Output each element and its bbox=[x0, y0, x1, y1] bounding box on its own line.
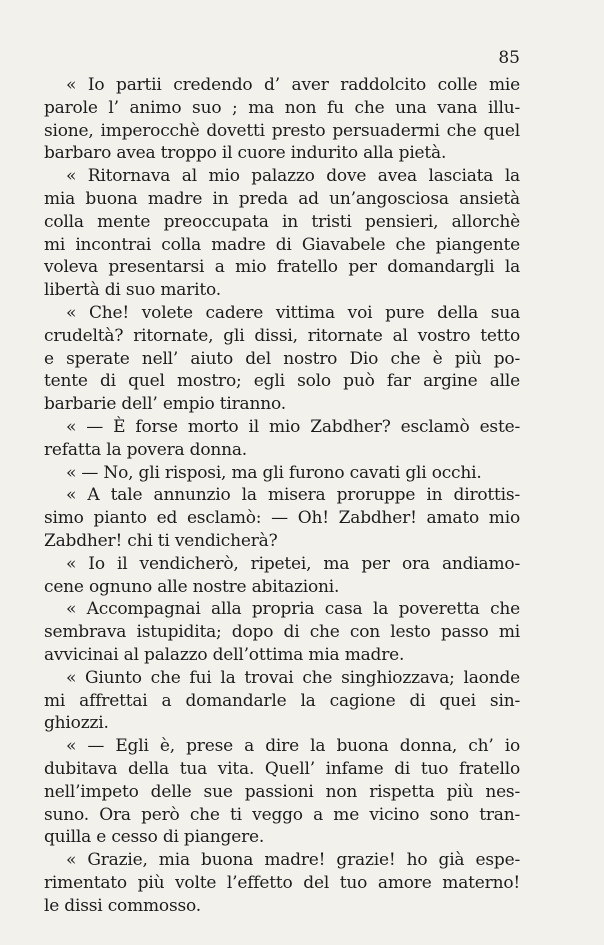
text-line: ghiozzi. bbox=[44, 713, 109, 734]
text-line: mi affrettai a domandarle la cagione di quei sin- bbox=[44, 690, 520, 711]
text-line: avvicinai al palazzo dell’ottima mia madre. bbox=[44, 644, 405, 665]
text-line: « — Egli è, prese a dire la buona donna, ch’ io bbox=[66, 736, 520, 757]
text-line: mia buona madre in preda ad un’angosciosa ansietà bbox=[44, 188, 520, 209]
text-line: barbaro avea troppo il cuore indurito alla pietà. bbox=[44, 143, 447, 164]
text-line: dubitava della tua vita. Quell’ infame di tuo fratello bbox=[44, 758, 520, 779]
text-line: simo pianto ed esclamò: — Oh! Zabdher! amato mio bbox=[44, 508, 520, 529]
text-line: « Accompagnai alla propria casa la poveretta che bbox=[66, 599, 520, 620]
text-line: « Io il vendicherò, ripetei, ma per ora andiamo- bbox=[66, 553, 520, 574]
text-line: sione, imperocchè dovetti presto persuadermi che quel bbox=[44, 120, 520, 141]
text-line: cene ognuno alle nostre abitazioni. bbox=[44, 576, 340, 597]
text-line: « — No, gli risposi, ma gli furono cavati gli occhi. bbox=[66, 462, 482, 483]
text-line: mi incontrai colla madre di Giavabele che piangente bbox=[44, 234, 520, 255]
text-line: nell’impeto delle sue passioni non rispetta più nes- bbox=[44, 781, 520, 802]
text-line: voleva presentarsi a mio fratello per domandargli la bbox=[44, 257, 520, 278]
text-line: crudeltà? ritornate, gli dissi, ritornate al vostro tetto bbox=[44, 325, 520, 346]
text-line: « — È forse morto il mio Zabdher? esclamò este- bbox=[66, 416, 520, 437]
text-line: « Io partii credendo d’ aver raddolcito colle mie bbox=[66, 75, 520, 95]
text-line: « Ritornava al mio palazzo dove avea lasciata la bbox=[66, 166, 520, 187]
text-line: sembrava istupidita; dopo di che con lesto passo mi bbox=[44, 622, 520, 643]
body-text bbox=[44, 74, 520, 917]
text-line: rimentato più volte l’effetto del tuo amore materno! bbox=[44, 872, 520, 893]
page-number: 85 bbox=[498, 48, 520, 68]
text-line: « A tale annunzio la misera proruppe in dirottis- bbox=[66, 485, 520, 506]
text-line: le dissi commosso. bbox=[44, 895, 201, 916]
text-line: « Grazie, mia buona madre! grazie! ho già espe- bbox=[66, 850, 520, 871]
text-line: suno. Ora però che ti veggo a me vicino sono tran- bbox=[44, 804, 520, 825]
text-line: e sperate nell’ aiuto del nostro Dio che è più po- bbox=[44, 348, 520, 369]
text-line: « Giunto che fui la trovai che singhiozzava; laonde bbox=[66, 667, 520, 688]
text-line: barbarie dell’ empio tiranno. bbox=[44, 394, 286, 415]
text-line: colla mente preoccupata in tristi pensieri, allorchè bbox=[44, 211, 520, 232]
text-line: refatta la povera donna. bbox=[44, 439, 247, 460]
text-line: Zabdher! chi ti vendicherà? bbox=[44, 530, 278, 551]
text-line: parole l’ animo suo ; ma non fu che una vana illu- bbox=[44, 97, 520, 118]
text-line: « Che! volete cadere vittima voi pure della sua bbox=[66, 302, 520, 323]
text-line: libertà di suo marito. bbox=[44, 280, 221, 301]
text-line: quilla e cesso di piangere. bbox=[44, 827, 265, 848]
text-line: tente di quel mostro; egli solo può far argine alle bbox=[44, 371, 520, 392]
